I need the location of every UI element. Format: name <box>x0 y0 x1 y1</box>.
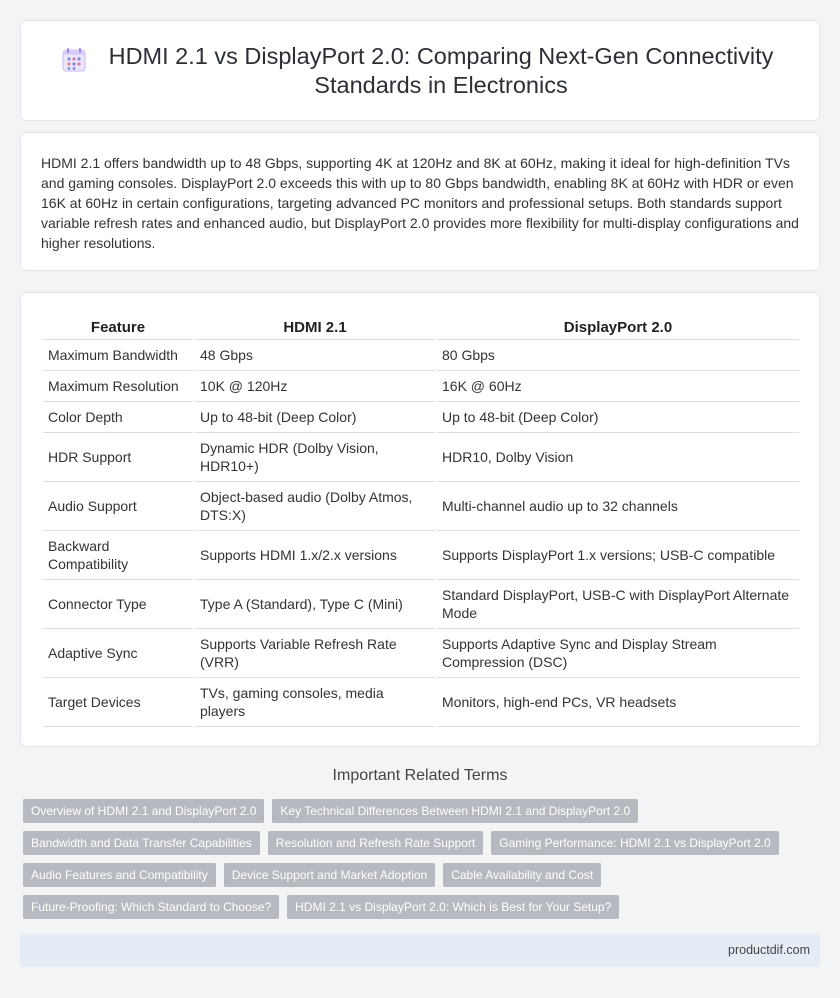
table-row <box>43 579 799 628</box>
displayport-cell: Monitors, high-end PCs, VR headsets <box>436 677 799 726</box>
displayport-cell: 80 Gbps <box>436 339 799 370</box>
related-term-tag[interactable]: Future-Proofing: Which Standard to Choose? <box>23 895 279 919</box>
table-header-row <box>43 310 799 339</box>
displayport-cell: Supports DisplayPort 1.x versions; USB-C compatible <box>436 530 799 579</box>
table-row <box>43 677 799 726</box>
displayport-cell: 16K @ 60Hz <box>436 370 799 401</box>
displayport-cell: Standard DisplayPort, USB-C with DisplayPort Alternate Mode <box>436 579 799 628</box>
related-term-tag[interactable]: Key Technical Differences Between HDMI 2.1 and DisplayPort 2.0 <box>272 799 638 823</box>
feature-cell: Maximum Resolution <box>43 370 194 401</box>
feature-cell: Maximum Bandwidth <box>43 339 194 370</box>
table-row <box>43 370 799 401</box>
table-row <box>43 401 799 432</box>
related-term-tag[interactable]: Bandwidth and Data Transfer Capabilities <box>23 831 260 855</box>
hdmi-cell: 48 Gbps <box>194 339 436 370</box>
feature-cell: Backward Compatibility <box>43 530 194 579</box>
displayport-cell: Multi-channel audio up to 32 channels <box>436 481 799 530</box>
hdmi-cell: Up to 48-bit (Deep Color) <box>194 401 436 432</box>
hdmi-cell: Dynamic HDR (Dolby Vision, HDR10+) <box>194 432 436 481</box>
intro-paragraph: HDMI 2.1 offers bandwidth up to 48 Gbps, supporting 4K at 120Hz and 8K at 60Hz, making it ideal for high-definition TVs and gaming consoles. DisplayPort 2.0 exceeds this with up to 80 Gbps bandwidth, enabling 8K at 60Hz with HDR or even 16K at 60Hz in certain configurations, targeting advanced PC monitors and professional setups. Both standards support variable refresh rates and enhanced audio, but DisplayPort 2.0 provides more flexibility for multi-display configurations and higher resolutions. <box>41 155 799 251</box>
related-term-tag[interactable]: Resolution and Refresh Rate Support <box>268 831 483 855</box>
header-feature: Feature <box>43 310 194 339</box>
related-term-tag[interactable]: HDMI 2.1 vs DisplayPort 2.0: Which is Best for Your Setup? <box>287 895 619 919</box>
feature-cell: Target Devices <box>43 677 194 726</box>
feature-cell: Connector Type <box>43 579 194 628</box>
hdmi-cell: Supports HDMI 1.x/2.x versions <box>194 530 436 579</box>
table-row <box>43 628 799 677</box>
hdmi-cell: Supports Variable Refresh Rate (VRR) <box>194 628 436 677</box>
footer <box>20 934 820 967</box>
displayport-cell: Up to 48-bit (Deep Color) <box>436 401 799 432</box>
related-term-tag[interactable]: Gaming Performance: HDMI 2.1 vs DisplayPort 2.0 <box>491 831 778 855</box>
feature-cell: Color Depth <box>43 401 194 432</box>
title-card <box>20 20 820 121</box>
feature-cell: Adaptive Sync <box>43 628 194 677</box>
table-row <box>43 530 799 579</box>
header-displayport: DisplayPort 2.0 <box>436 310 799 339</box>
related-term-tag[interactable]: Device Support and Market Adoption <box>224 863 435 887</box>
comparison-table-card <box>20 292 820 747</box>
displayport-cell: HDR10, Dolby Vision <box>436 432 799 481</box>
table-row <box>43 481 799 530</box>
page-title: HDMI 2.1 vs DisplayPort 2.0: Comparing Next-Gen Connectivity Standards in Electronics <box>108 42 774 98</box>
table-row <box>43 432 799 481</box>
related-term-tag[interactable]: Overview of HDMI 2.1 and DisplayPort 2.0 <box>23 799 264 823</box>
hdmi-cell: 10K @ 120Hz <box>194 370 436 401</box>
related-term-tag[interactable]: Audio Features and Compatibility <box>23 863 216 887</box>
table-row <box>43 339 799 370</box>
hdmi-cell: Object-based audio (Dolby Atmos, DTS:X) <box>194 481 436 530</box>
intro-card <box>20 132 820 271</box>
footer-site-link[interactable]: productdif.com <box>728 943 810 957</box>
hdmi-cell: Type A (Standard), Type C (Mini) <box>194 579 436 628</box>
calendar-grid-icon <box>60 46 88 74</box>
hdmi-cell: TVs, gaming consoles, media players <box>194 677 436 726</box>
related-terms-list <box>23 799 823 927</box>
comparison-table <box>43 310 799 727</box>
related-term-tag[interactable]: Cable Availability and Cost <box>443 863 601 887</box>
header-hdmi: HDMI 2.1 <box>194 310 436 339</box>
feature-cell: HDR Support <box>43 432 194 481</box>
displayport-cell: Supports Adaptive Sync and Display Stream Compression (DSC) <box>436 628 799 677</box>
feature-cell: Audio Support <box>43 481 194 530</box>
related-terms-heading: Important Related Terms <box>332 767 508 784</box>
